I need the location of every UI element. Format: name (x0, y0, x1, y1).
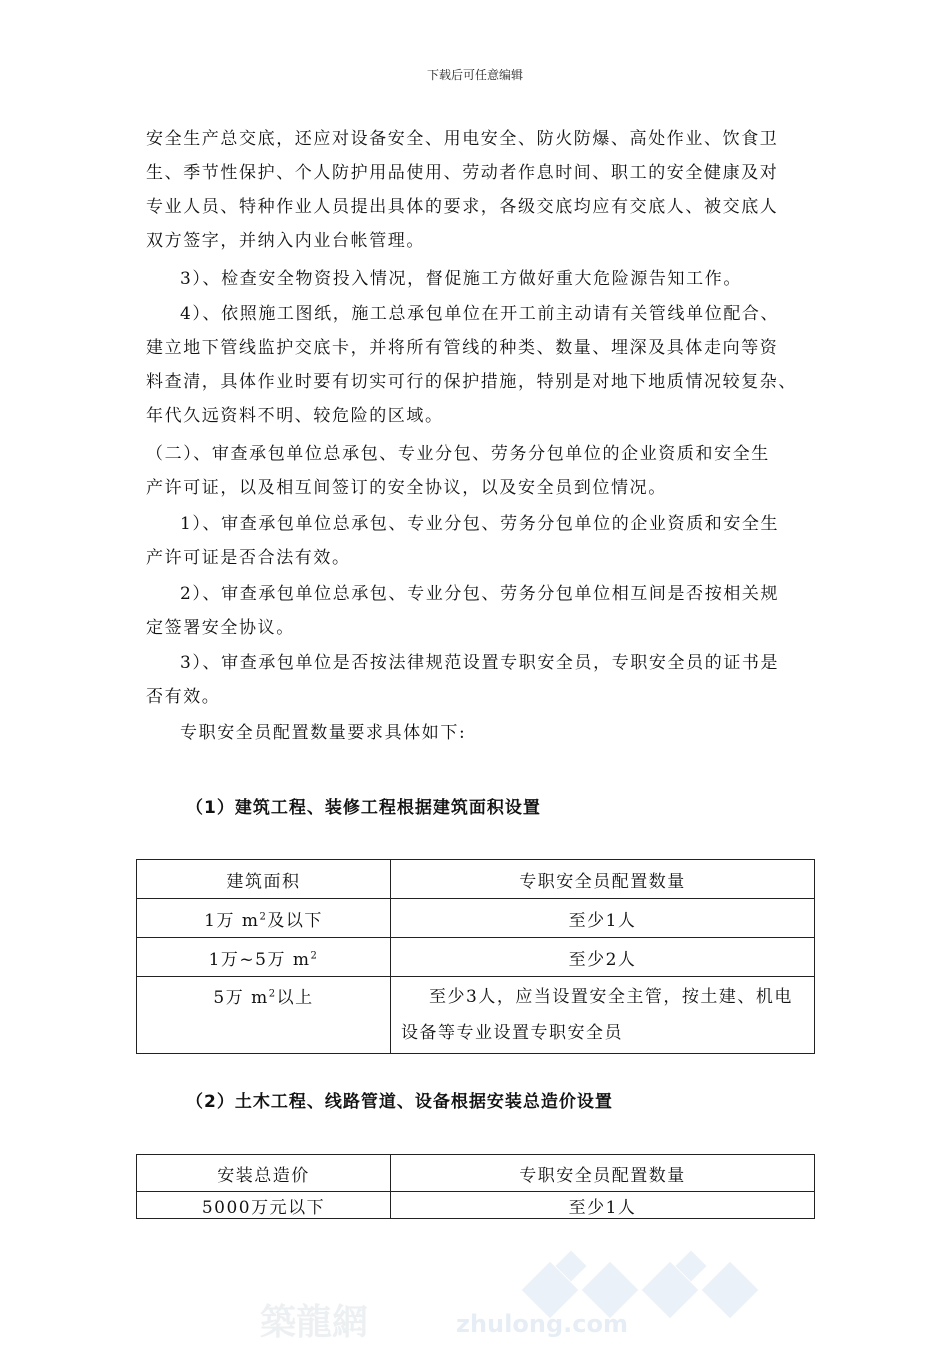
text-line: 定签署安全协议。 (146, 618, 295, 638)
header-cell: 专职安全员配置数量 (391, 860, 815, 899)
count-cell: 至少1人 (391, 899, 815, 938)
text-line: 专业人员、特种作业人员提出具体的要求，各级交底均应有交底人、被交底人 (146, 197, 779, 217)
table-row (137, 938, 815, 977)
area-cell: 5万 $m^2$以上 (137, 977, 391, 1054)
text-line: 3）、检查安全物资投入情况，督促施工方做好重大危险源告知工作。 (180, 269, 742, 289)
paragraph-review-1 (146, 507, 816, 575)
paragraph-safety-briefing (146, 122, 816, 258)
watermark-cn-text: 築龍網 (260, 1302, 369, 1343)
paragraph-review-2 (146, 577, 816, 645)
text-line: 产许可证，以及相互间签订的安全协议，以及安全员到位情况。 (146, 478, 667, 498)
cost-cell: 5000万元以下 (137, 1192, 391, 1219)
table-header-row (137, 860, 815, 899)
count-cell: 至少2人 (391, 938, 815, 977)
paragraph-review-3 (146, 646, 816, 714)
table-row (137, 1192, 815, 1219)
area-cell: 1万~5万 $m^2$ (137, 938, 391, 977)
page-header: 下载后可任意编辑 (426, 68, 523, 82)
text-line: 双方签字，并纳入内业台帐管理。 (146, 231, 425, 251)
watermark-en-text: zhulong.com (456, 1310, 628, 1338)
paragraph-item-4 (146, 297, 816, 433)
text-line: 安全生产总交底，还应对设备安全、用电安全、防火防爆、高处作业、饮食卫 (146, 129, 779, 149)
paragraph-item-3 (146, 262, 816, 296)
header-cell: 建筑面积 (137, 860, 391, 899)
text-line: 3）、审查承包单位是否按法律规范设置专职安全员，专职安全员的证书是 (180, 653, 780, 673)
header-cell: 专职安全员配置数量 (391, 1155, 815, 1192)
section-heading-install-cost: （2）土木工程、线路管道、设备根据安装总造价设置 (186, 1092, 613, 1112)
text-line: 年代久远资料不明、较危险的区域。 (146, 406, 444, 426)
watermark (260, 1250, 780, 1344)
text-line: 专职安全员配置数量要求具体如下: (180, 723, 467, 743)
area-cell: 1万 $m^2$及以下 (137, 899, 391, 938)
text-line: 生、季节性保护、个人防护用品使用、劳动者作息时间、职工的安全健康及对 (146, 163, 779, 183)
count-cell: 至少3人，应当设置安全主管，按土建、机电设备等专业设置专职安全员 (391, 977, 815, 1054)
paragraph-section-two (146, 437, 816, 505)
section-heading-building-area: （1）建筑工程、装修工程根据建筑面积设置 (186, 798, 541, 818)
header-cell: 安装总造价 (137, 1155, 391, 1192)
count-cell: 至少1人 (391, 1192, 815, 1219)
table-install-cost (136, 1154, 815, 1219)
paragraph-requirements-intro (146, 716, 816, 750)
text-line: 建立地下管线监护交底卡，并将所有管线的种类、数量、埋深及具体走向等资 (146, 338, 779, 358)
text-line: 1）、审查承包单位总承包、专业分包、劳务分包单位的企业资质和安全生 (180, 514, 780, 534)
text-line: （二）、审查承包单位总承包、专业分包、劳务分包单位的企业资质和安全生 (146, 444, 770, 464)
text-line: 4）、依照施工图纸，施工总承包单位在开工前主动请有关管线单位配合、 (180, 304, 780, 324)
text-line: 料查清，具体作业时要有切实可行的保护措施，特别是对地下地质情况较复杂、 (146, 372, 797, 392)
text-line: 2）、审查承包单位总承包、专业分包、劳务分包单位相互间是否按相关规 (180, 584, 780, 604)
table-building-area (136, 859, 815, 1054)
text-line: 否有效。 (146, 687, 221, 707)
table-header-row (137, 1155, 815, 1192)
table-row (137, 899, 815, 938)
table-row (137, 977, 815, 1054)
text-line: 产许可证是否合法有效。 (146, 548, 351, 568)
